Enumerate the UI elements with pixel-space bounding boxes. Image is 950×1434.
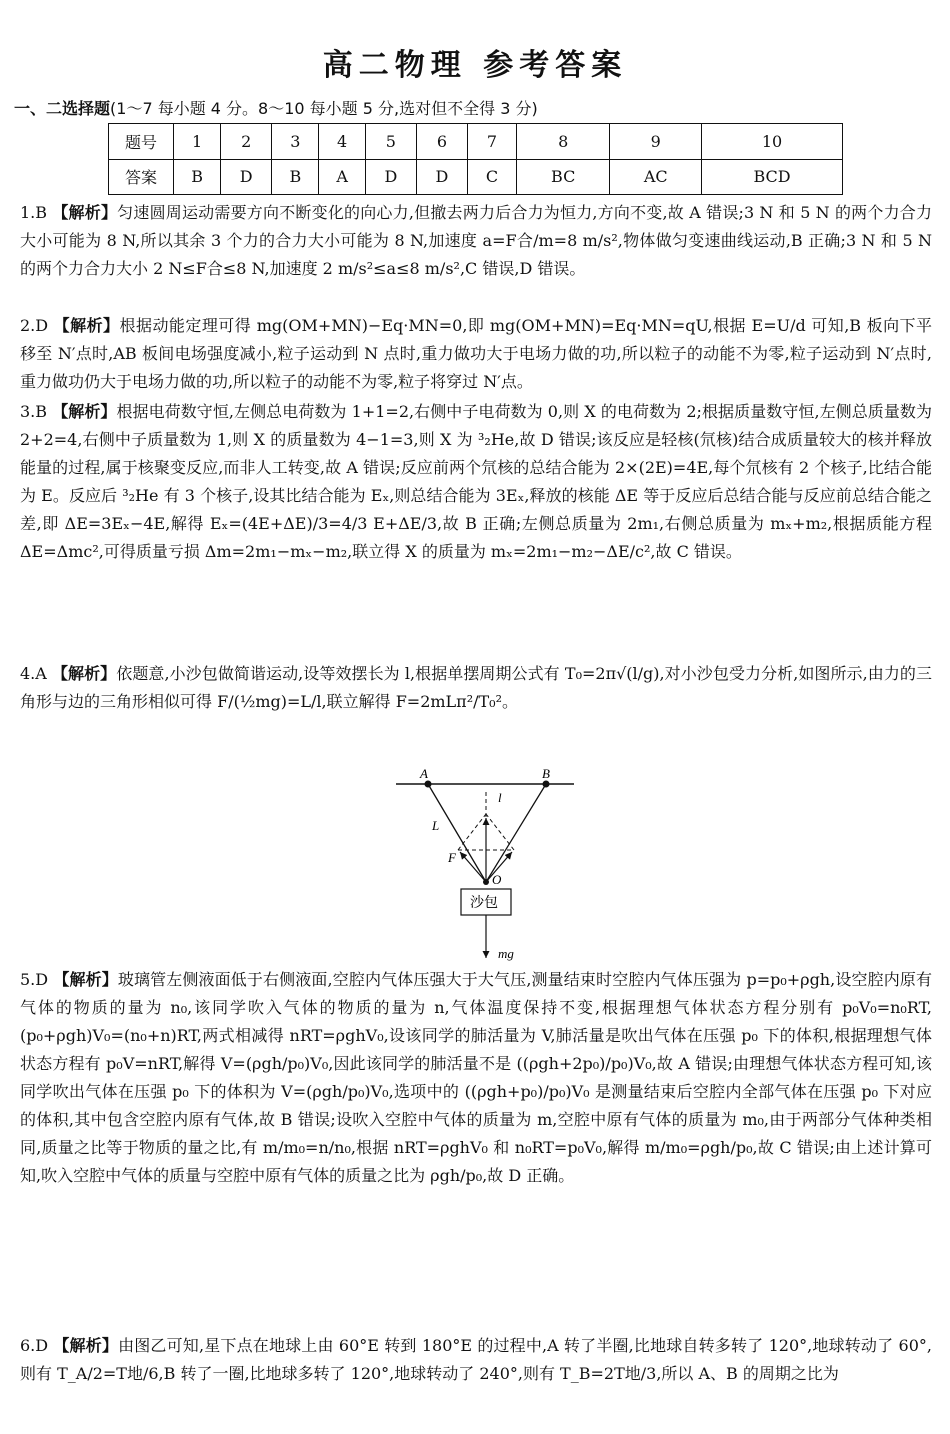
explanation-text: 由图乙可知,星下点在地球上由 60°E 转到 180°E 的过程中,A 转了半圈,比地球自转多转了 120°,地球转动了 60°,则有 T_A/2=T地/6,B 转了一圈,比地球多转了 120°,地球转动了 240°,则有 T_B=2T地/3,所以 A、B 的周期之比为 <box>20 1336 932 1383</box>
row-label-number: 题号 <box>109 124 174 160</box>
explanation-number: 5.D <box>20 970 49 989</box>
answer-cell: A <box>319 159 365 195</box>
number-cell: 3 <box>272 124 319 160</box>
answer-cell: D <box>365 159 416 195</box>
answer-table-number-row <box>109 124 843 160</box>
label-a: A <box>420 766 428 781</box>
analysis-tag: 【解析】 <box>53 970 118 989</box>
analysis-tag: 【解析】 <box>53 316 120 335</box>
number-cell: 2 <box>221 124 272 160</box>
explanation-number: 1.B <box>20 203 48 222</box>
answer-cell: B <box>272 159 319 195</box>
answer-cell: D <box>221 159 272 195</box>
string-bo <box>486 784 546 882</box>
explanation-number: 2.D <box>20 316 49 335</box>
label-l: l <box>498 790 502 805</box>
pendulum-force-diagram <box>380 762 590 967</box>
number-cell: 4 <box>319 124 365 160</box>
answer-cell: AC <box>610 159 702 195</box>
label-big-l: L <box>432 818 440 833</box>
analysis-tag: 【解析】 <box>52 203 118 222</box>
explanation-2 <box>20 312 932 396</box>
explanation-number: 4.A <box>20 664 47 683</box>
explanation-text: 玻璃管左侧液面低于右侧液面,空腔内气体压强大于大气压,测量结束时空腔内气体压强为 p=p₀+ρgh,设空腔内原有气体的物质的量为 n₀,该同学吹入气体的物质的量为 n,气体温度保持不变,根据理想气体状态方程分别有 p₀V₀=n₀RT,(p₀+ρgh)V₀=(n₀+n)RT,两式相减得 nRT=ρghV₀,设该同学的肺活量为 V,肺活量是吹出气体在压强 p₀ 下的体积,根据理想气体状态方程有 p₀V=nRT,解得 V=(ρgh/p₀)V₀,因此该同学的肺活量不是 ((ρgh+2p₀)/p₀)V₀,故 A 错误;由理想气体状态方程可知,该同学吹出气体在压强 p₀ 下的体积为 V=(ρgh/p₀)V₀,选项中的 ((ρgh+p₀)/p₀)V₀ 是测量结束后空腔内全部气体在压强 p₀ 下对应的体积,其中包含空腔内原有气体,故 B 错误;设吹入空腔中气体的质量为 m,空腔中原有气体的质量为 m₀,由于两部分气体种类相同,质量之比等于物质的量之比,有 m/m₀=n/n₀,根据 nRT=ρghV₀ 和 n₀RT=p₀V₀,解得 m/m₀=ρgh/p₀,故 C 错误;由上述计算可知,吹入空腔中气体的质量与空腔中原有气体的质量之比为 ρgh/p₀,故 D 正确。 <box>20 970 932 1185</box>
explanation-text: 根据电荷数守恒,左侧总电荷数为 1+1=2,右侧中子电荷数为 0,则 X 的电荷数为 2;根据质量数守恒,左侧总质量数为 2+2=4,右侧中子质量数为 1,则 X 的质量数为 4−1=3,则 X 为 ³₂He,故 D 错误;该反应是轻核(氘核)结合成质量较大的核并释放能量的过程,属于核聚变反应,而非人工转变,故 A 错误;反应前两个氘核的总结合能为 2×(2E)=4E,每个氘核有 2 个核子,比结合能为 E。反应后 ³₂He 有 3 个核子,设其比结合能为 Eₓ,则总结合能为 3Eₓ,释放的核能 ΔE 等于反应后总结合能与反应前总结合能之差,即 ΔE=3Eₓ−4E,解得 Eₓ=(4E+ΔE)/3=4/3 E+ΔE/3,故 B 正确;左侧总质量为 2m₁,右侧总质量为 mₓ+m₂,根据质能方程 ΔE=Δmc²,可得质量亏损 Δm=2m₁−mₓ−m₂,联立得 X 的质量为 mₓ=2m₁−m₂−ΔE/c²,故 C 错误。 <box>20 402 932 561</box>
explanation-text: 依题意,小沙包做简谐运动,设等效摆长为 l,根据单摆周期公式有 T₀=2π√(l/g),对小沙包受力分析,如图所示,由力的三角形与边的三角形相似可得 F/(½mg)=L/l,联立解得 F=2mLπ²/T₀²。 <box>20 664 932 711</box>
explanation-text: 匀速圆周运动需要方向不断变化的向心力,但撤去两力后合力为恒力,方向不变,故 A 错误;3 N 和 5 N 的两个力合力大小可能为 8 N,所以其余 3 个力的合力大小可能为 8 N,加速度 a=F合/m=8 m/s²,物体做匀变速曲线运动,B 正确;3 N 和 5 N 的两个力合力大小 2 N≤F合≤8 N,加速度 2 m/s²≤a≤8 m/s²,C 错误,D 错误。 <box>20 203 932 278</box>
dashed-left <box>458 814 486 850</box>
string-ao <box>428 784 486 882</box>
label-mg: mg <box>498 946 514 961</box>
label-f: F <box>448 850 456 865</box>
number-cell: 6 <box>416 124 467 160</box>
answer-cell: B <box>174 159 221 195</box>
answer-cell: D <box>416 159 467 195</box>
explanation-text: 根据动能定理可得 mg(OM+MN)−Eq·MN=0,即 mg(OM+MN)=Eq·MN=qU,根据 E=U/d 可知,B 板向下平移至 N′点时,AB 板间电场强度减小,粒子运动到 N 点时,重力做功大于电场力做的功,所以粒子的动能不为零,粒子运动到 N′点时,重力做功仍大于电场力做的功,所以粒子的动能不为零,粒子将穿过 N′点。 <box>20 316 932 391</box>
number-cell: 8 <box>516 124 609 160</box>
explanation-6 <box>20 1332 932 1388</box>
page-title: 高二物理 参考答案 <box>322 48 628 83</box>
explanation-4 <box>20 660 932 716</box>
number-cell: 9 <box>610 124 702 160</box>
answer-table-answer-row <box>109 159 843 195</box>
dashed-right <box>486 814 514 850</box>
section-heading-note: (1～7 每小题 4 分。8～10 每小题 5 分,选对但不全得 3 分) <box>110 99 538 118</box>
analysis-tag: 【解析】 <box>52 402 117 421</box>
section-heading <box>14 96 538 119</box>
analysis-tag: 【解析】 <box>53 1336 119 1355</box>
point-o <box>483 879 489 885</box>
answer-cell: BCD <box>702 159 843 195</box>
analysis-tag: 【解析】 <box>51 664 117 683</box>
explanation-3 <box>20 398 932 566</box>
explanation-number: 3.B <box>20 402 48 421</box>
explanation-5 <box>20 966 932 1190</box>
number-cell: 10 <box>702 124 843 160</box>
answer-table <box>108 123 843 195</box>
number-cell: 1 <box>174 124 221 160</box>
answer-cell: BC <box>516 159 609 195</box>
explanation-1 <box>20 199 932 283</box>
number-cell: 7 <box>468 124 517 160</box>
label-b: B <box>542 766 550 781</box>
force-arrow-left <box>460 852 486 882</box>
number-cell: 5 <box>365 124 416 160</box>
label-sandbag: 沙包 <box>470 895 498 911</box>
row-label-answer: 答案 <box>109 159 174 195</box>
section-heading-prefix: 一、二选择题 <box>14 99 111 118</box>
answer-cell: C <box>468 159 517 195</box>
explanation-number: 6.D <box>20 1336 49 1355</box>
label-o: O <box>492 872 502 887</box>
